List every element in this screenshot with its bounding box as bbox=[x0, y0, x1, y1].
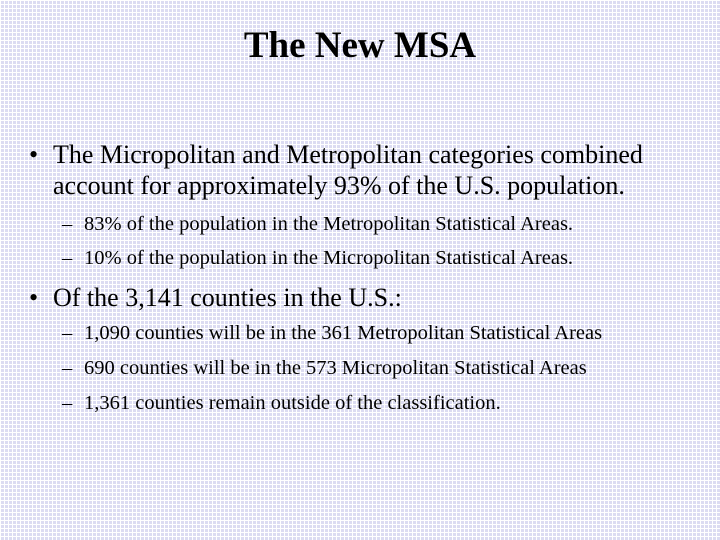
sub-bullet-marker: – bbox=[62, 357, 73, 379]
sub-bullet-text: 83% of the population in the Metropolitan Statistical Areas. bbox=[84, 213, 574, 235]
sub-bullet-marker: – bbox=[62, 247, 73, 269]
bullet-text: The Micropolitan and Metropolitan categories combined account for approximately 93% of the U.S. population. bbox=[53, 140, 643, 200]
sub-bullet-item bbox=[62, 241, 712, 275]
bullet-item bbox=[29, 139, 709, 201]
sub-bullet-item bbox=[62, 386, 712, 420]
sub-bullet-item bbox=[62, 351, 712, 385]
sub-bullet-text: 1,361 counties remain outside of the classification. bbox=[84, 392, 501, 414]
sub-bullet-text: 690 counties will be in the 573 Micropolitan Statistical Areas bbox=[84, 357, 587, 379]
sub-bullet-item bbox=[62, 316, 712, 350]
slide-title: The New MSA bbox=[243, 25, 477, 66]
sub-bullet-marker: – bbox=[62, 322, 73, 344]
bullet-marker: • bbox=[29, 283, 39, 312]
sub-bullet-item bbox=[62, 207, 712, 241]
sub-bullet-marker: – bbox=[62, 213, 73, 235]
sub-bullet-marker: – bbox=[62, 392, 73, 414]
bullet-marker: • bbox=[29, 140, 39, 169]
sub-bullet-text: 1,090 counties will be in the 361 Metropolitan Statistical Areas bbox=[84, 322, 603, 344]
sub-bullet-text: 10% of the population in the Micropolitan Statistical Areas. bbox=[84, 247, 574, 269]
bullet-item bbox=[29, 282, 709, 313]
bullet-text: Of the 3,141 counties in the U.S.: bbox=[53, 283, 402, 312]
